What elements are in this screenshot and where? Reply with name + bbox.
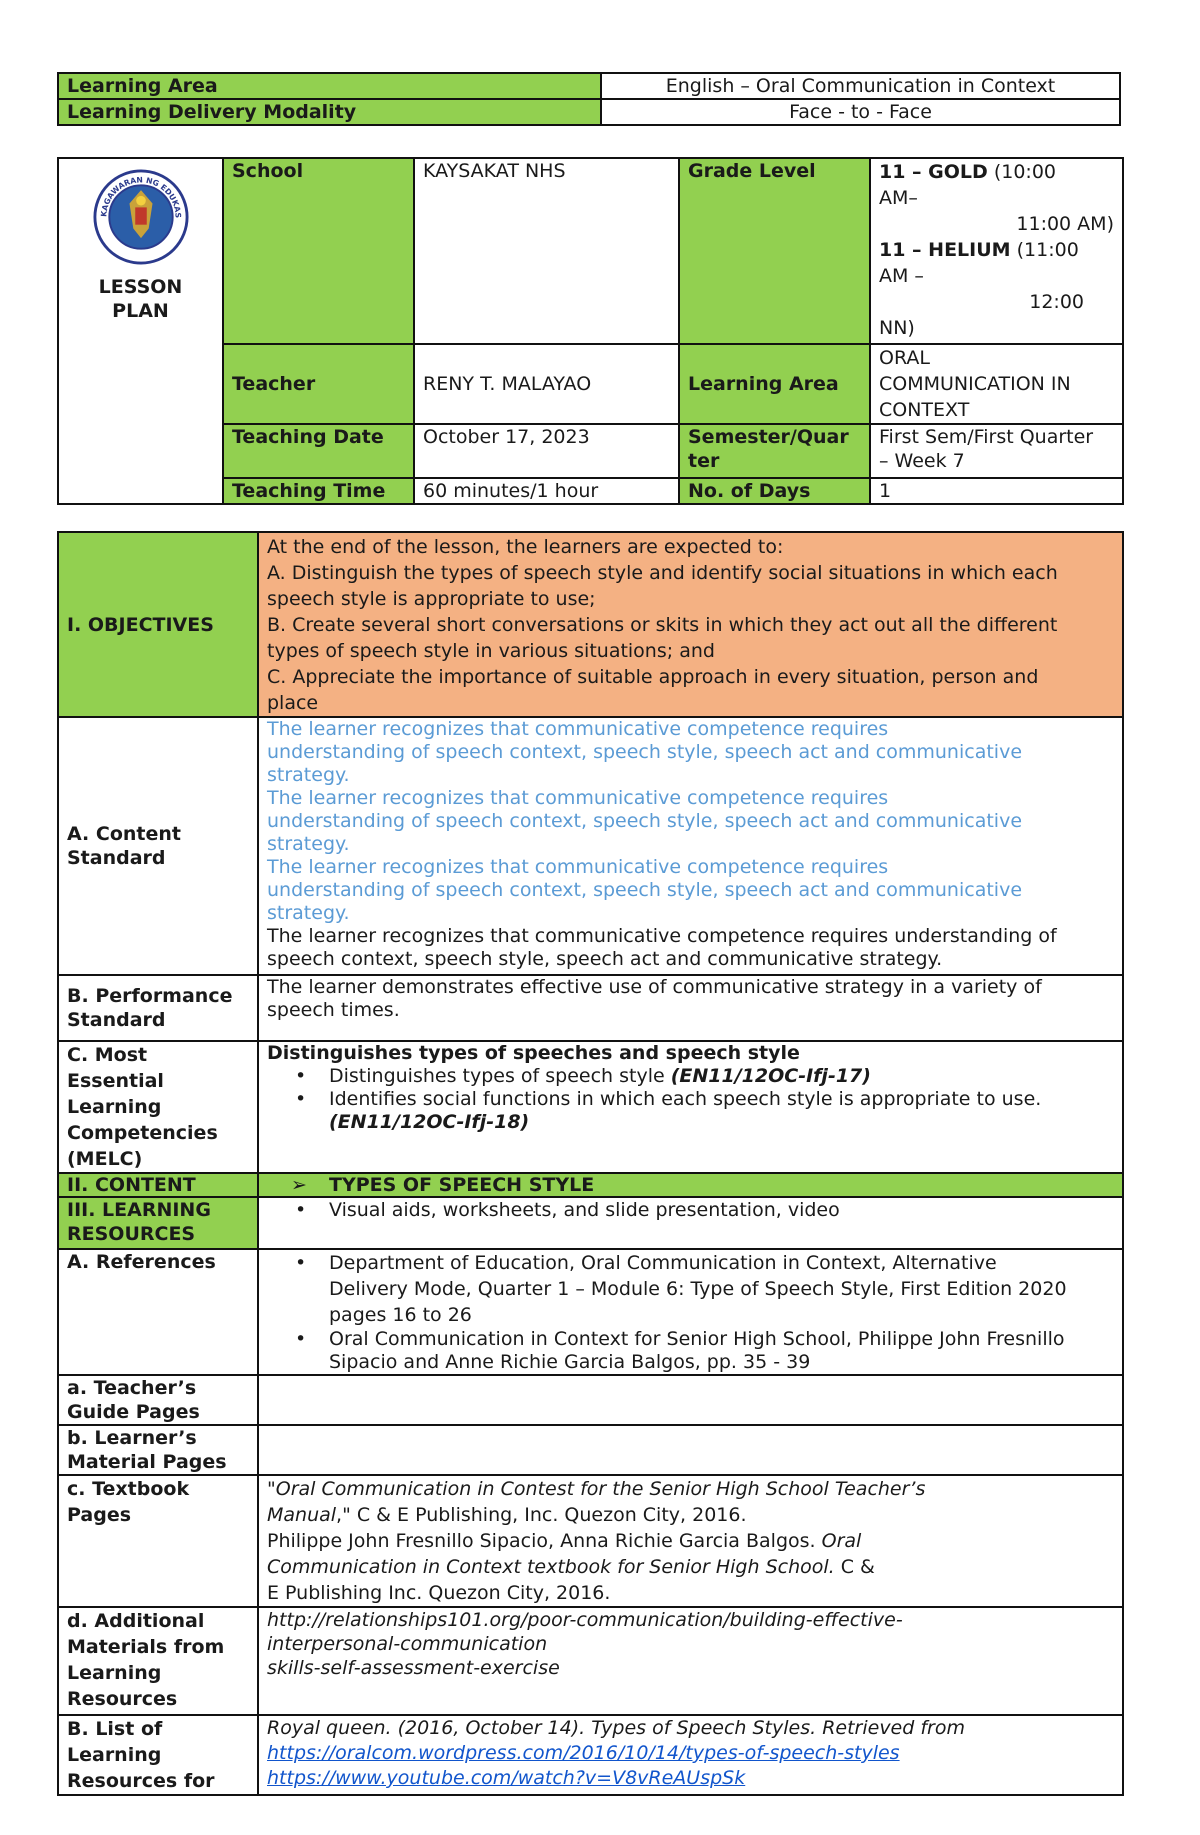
oralcom-link[interactable]: https://oralcom.wordpress.com/2016/10/14/types-of-speech-styles: [267, 1742, 900, 1764]
list-item: • Distinguishes types of speech style (EN11/12OC-Ifj-17): [329, 1065, 1114, 1088]
lesson-plan-cell: [58, 158, 223, 504]
learners-material-value: [258, 1425, 1123, 1475]
resources-label: III. LEARNING RESOURCES: [58, 1197, 258, 1249]
textbook-label: c. Textbook Pages: [58, 1475, 258, 1607]
additional-materials-label: d. Additional Materials from Learning Resources: [58, 1607, 258, 1715]
semester-label: Semester/Quar ter: [679, 424, 870, 478]
list-of-resources-label: B. List of Learning Resources for: [58, 1715, 258, 1795]
modality-label: Learning Delivery Modality: [58, 99, 601, 125]
grade-value: 11 – GOLD (10:00 AM– 11:00 AM) 11 – HELIUM (11:00 AM – 12:00 NN): [870, 158, 1123, 344]
textbook-content: "Oral Communication in Contest for the Senior High School Teacher’s Manual," C & E Publishing, Inc. Quezon City, 2016. Philippe John Fresnillo Sipacio, Anna Richie Garcia Balgos. Oral Communication in Context textbook for Senior High School. C & E Publishing Inc. Quezon City, 2016.: [258, 1475, 1123, 1607]
objectives-label: I. OBJECTIVES: [58, 532, 258, 717]
teachers-guide-value: [258, 1375, 1123, 1425]
content-standard-label: A. Content Standard: [58, 717, 258, 975]
performance-standard-label: B. Performance Standard: [58, 975, 258, 1041]
info-table: [57, 157, 1124, 505]
resources-content: • Visual aids, worksheets, and slide presentation, video: [258, 1197, 1123, 1249]
content-standard-text: The learner recognizes that communicative competence requires understanding of speech context, speech style, speech act and communicative strategy. The learner recognizes that communicative competence requires understanding of speech context, speech style, speech act and communicative strategy. The learner recognizes that communicative competence requires understanding of speech context, speech style, speech act and communicative strategy. The learner recognizes that communicative competence requires understanding of speech context, speech style, speech act and communicative strategy.: [258, 717, 1123, 975]
lesson-table: [57, 531, 1124, 1796]
area-label: Learning Area: [679, 344, 870, 424]
modality-value: Face - to - Face: [601, 99, 1120, 125]
date-label: Teaching Date: [223, 424, 414, 478]
school-value: KAYSAKAT NHS: [414, 158, 679, 344]
school-label: School: [223, 158, 414, 344]
performance-standard-text: The learner demonstrates effective use of communicative strategy in a variety of speech times.: [258, 975, 1123, 1041]
list-of-resources-content: Royal queen. (2016, October 14). Types of Speech Styles. Retrieved from https://oralcom.wordpress.com/2016/10/14/types-of-speech-styles https://www.youtube.com/watch?v=V8vReAUspSk: [258, 1715, 1123, 1795]
content-label: II. CONTENT: [58, 1173, 258, 1197]
references-label: A. References: [58, 1249, 258, 1375]
list-item: • Identifies social functions in which each speech style is appropriate to use. (EN11/12OC-Ifj-18): [329, 1088, 1114, 1134]
grade-label: Grade Level: [679, 158, 870, 344]
lesson-plan-title-2: PLAN: [112, 300, 169, 322]
area-value: ORAL COMMUNICATION IN CONTEXT: [870, 344, 1123, 424]
learners-material-label: b. Learner’s Material Pages: [58, 1425, 258, 1475]
time-label: Teaching Time: [223, 478, 414, 504]
list-item: • Oral Communication in Context for Senior High School, Philippe John Fresnillo Sipacio and Anne Richie Garcia Balgos, pp. 35 - 39: [329, 1328, 1114, 1374]
header-table: [57, 72, 1121, 126]
list-item: • Department of Education, Oral Communication in Context, Alternative Delivery Mode, Quarter 1 – Module 6: Type of Speech Style, First Edition 2020 pages 16 to 26: [329, 1250, 1114, 1328]
deped-seal-icon: [93, 169, 189, 265]
melc-content: Distinguishes types of speeches and speech style • Distinguishes types of speech style (EN11/12OC-Ifj-17) • Identifies social functions in which each speech style is appropriate to use. (EN11/12OC-Ifj-18): [258, 1041, 1123, 1173]
content-value: ➢ TYPES OF SPEECH STYLE: [258, 1173, 1123, 1197]
melc-label: C. Most Essential Learning Competencies (MELC): [58, 1041, 258, 1173]
teacher-label: Teacher: [223, 344, 414, 424]
learning-area-label: Learning Area: [58, 73, 601, 99]
youtube-link[interactable]: https://www.youtube.com/watch?v=V8vReAUspSk: [267, 1767, 746, 1789]
objectives-content: At the end of the lesson, the learners are expected to: A. Distinguish the types of speech style and identify social situations in which each speech style is appropriate to use; B. Create several short conversations or skits in which they act out all the different types of speech style in various situations; and C. Appreciate the importance of suitable approach in every situation, person and place: [258, 532, 1123, 717]
additional-materials-content: http://relationships101.org/poor-communication/building-effective- interpersonal-communication skills-self-assessment-exercise: [258, 1607, 1123, 1715]
semester-value: First Sem/First Quarter – Week 7: [870, 424, 1123, 478]
teachers-guide-label: a. Teacher’s Guide Pages: [58, 1375, 258, 1425]
learning-area-value: English – Oral Communication in Context: [601, 73, 1120, 99]
days-value: 1: [870, 478, 1123, 504]
svg-text:KAGAWARAN NG EDUKASYON: KAGAWARAN NG EDUKAS: [98, 175, 183, 219]
time-value: 60 minutes/1 hour: [414, 478, 679, 504]
lesson-plan-title-1: LESSON: [98, 276, 183, 298]
references-content: [258, 1249, 1123, 1375]
days-label: No. of Days: [679, 478, 870, 504]
date-value: October 17, 2023: [414, 424, 679, 478]
teacher-value: RENY T. MALAYAO: [414, 344, 679, 424]
